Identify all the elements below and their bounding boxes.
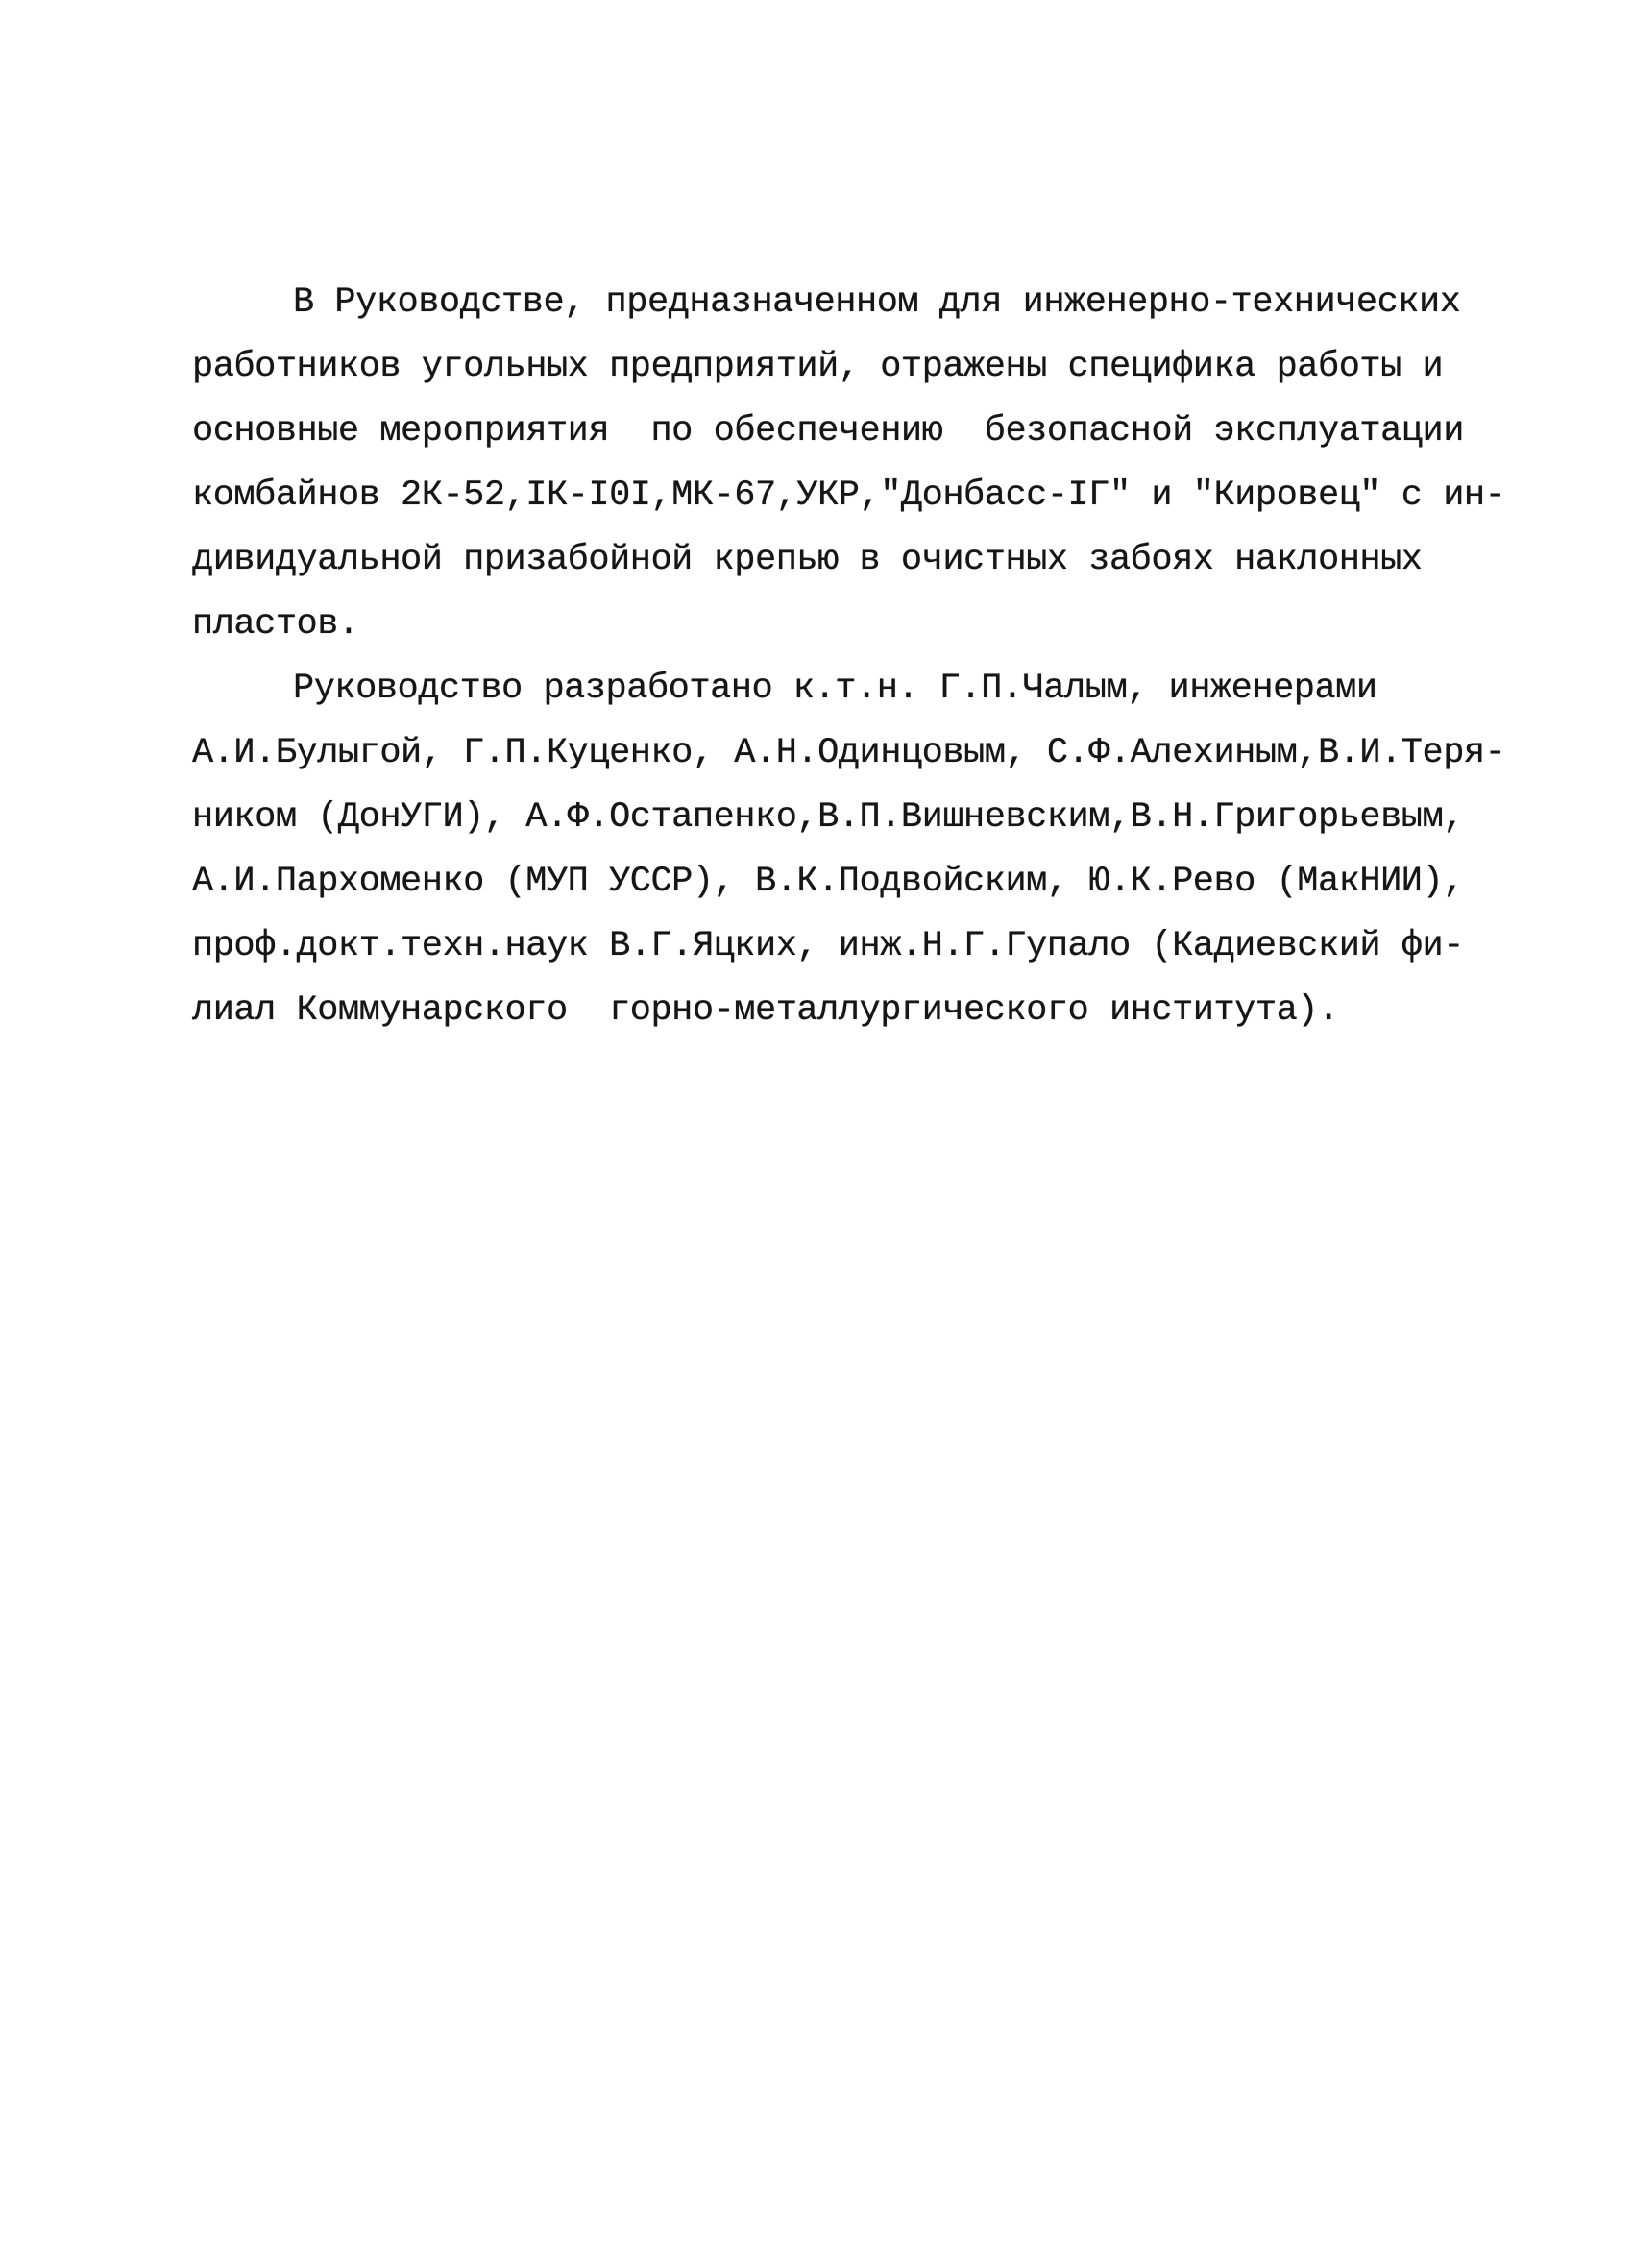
text-line: основные мероприятия по обеспечению безопасной эксплуатации (192, 411, 1464, 451)
text-line: лиал Коммунарского горно-металлургического института). (192, 990, 1339, 1031)
text-line: ником (ДонУГИ), А.Ф.Остапенко,В.П.Вишневским,В.Н.Григорьевым, (192, 797, 1464, 838)
document-body (192, 271, 1506, 1043)
text-line: Руководство разработано к.т.н. Г.П.Чалым, инженерами (293, 669, 1377, 709)
text-line: А.И.Пархоменко (МУП УССР), В.К.Подвойским, Ю.К.Рево (МакНИИ), (192, 862, 1464, 902)
text-line: комбайнов 2К-52,IК-I0I,МК-67,УКР,"Донбасс-IГ" и "Кировец" с ин- (192, 476, 1506, 516)
text-line: А.И.Булыгой, Г.П.Куценко, А.Н.Одинцовым, С.Ф.Алехиным,В.И.Теря- (192, 733, 1506, 773)
text-line: дивидуальной призабойной крепью в очистных забоях наклонных (192, 540, 1423, 580)
paragraph-authors (192, 657, 1506, 1043)
text-line: В Руководстве, предназначенном для инженерно-технических (293, 282, 1461, 323)
paragraph-purpose (192, 271, 1506, 657)
text-line: работников угольных предприятий, отражены специфика работы и (192, 347, 1444, 387)
text-line: пластов. (192, 604, 359, 645)
text-line: проф.докт.техн.наук В.Г.Яцких, инж.Н.Г.Гупало (Кадиевский фи- (192, 926, 1464, 966)
